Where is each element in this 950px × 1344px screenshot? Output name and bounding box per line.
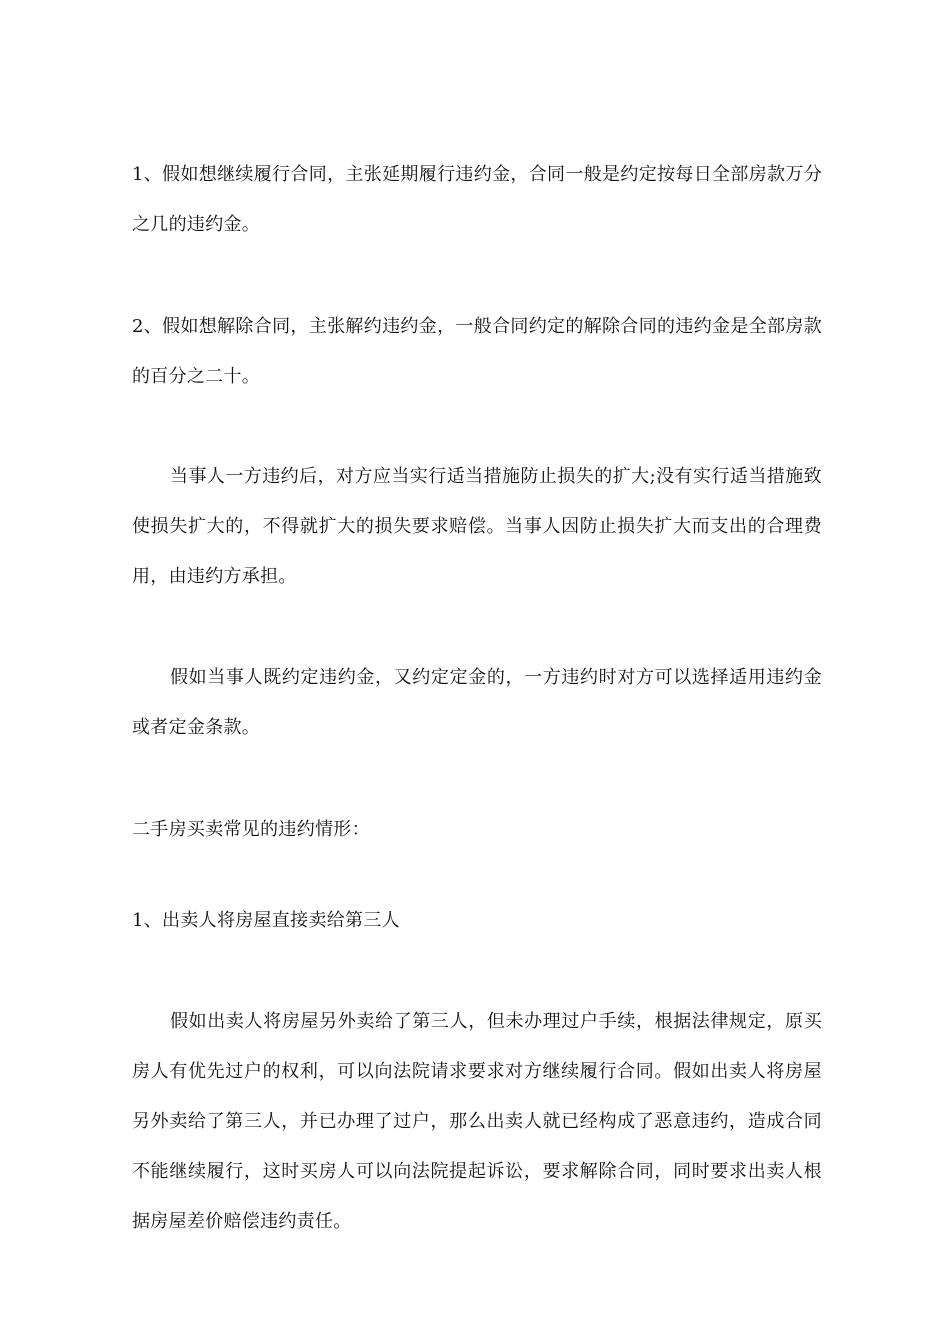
paragraph-termination: 2、假如想解除合同，主张解约违约金，一般合同约定的解除合同的违约金是全部房款的百分之二十。 — [132, 316, 822, 387]
paragraph-deposit-choice: 假如当事人既约定违约金，又约定定金的，一方违约时对方可以选择适用违约金或者定金条款。 — [132, 667, 822, 738]
section-heading-breach-cases: 二手房买卖常见的违约情形： — [132, 819, 370, 840]
paragraph-mitigation: 当事人一方违约后，对方应当实行适当措施防止损失的扩大;没有实行适当措施致使损失扩大的，不得就扩大的损失要求赔偿。当事人因防止损失扩大而支出的合理费用，由违约方承担。 — [132, 466, 822, 587]
paragraph-continue-performance: 1、假如想继续履行合同，主张延期履行违约金，合同一般是约定按每日全部房款万分之几的违约金。 — [132, 164, 822, 235]
subheading-sold-to-third-party: 1、出卖人将房屋直接卖给第三人 — [132, 910, 400, 931]
paragraph-third-party-sale: 假如出卖人将房屋另外卖给了第三人，但未办理过户手续，根据法律规定，原买房人有优先过户的权利，可以向法院请求要求对方继续履行合同。假如出卖人将房屋另外卖给了第三人，并已办理了过户，那么出卖人就已经构成了恶意违约，造成合同不能继续履行，这时买房人可以向法院提起诉讼，要求解除合同，同时要求出卖人根据房屋差价赔偿违约责任。 — [132, 1011, 822, 1232]
